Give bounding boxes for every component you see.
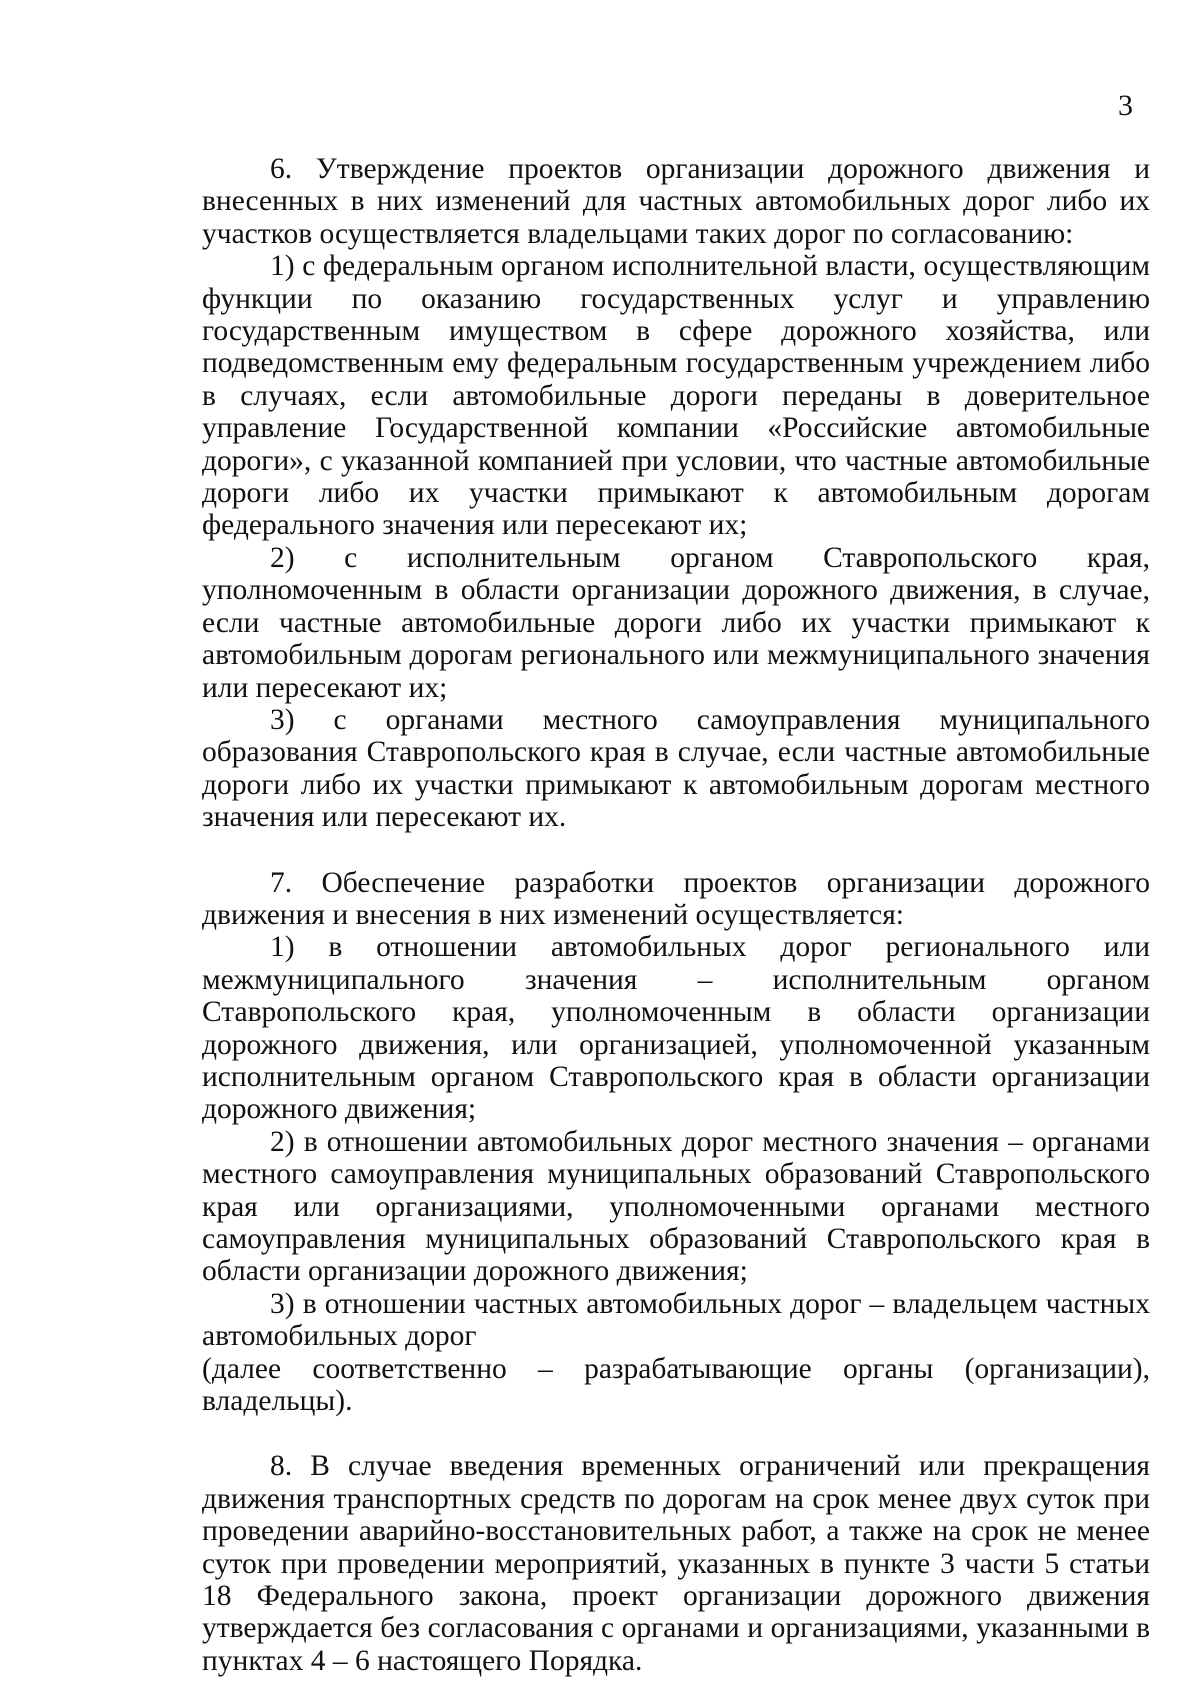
paragraph-6-item-1: 1) с федеральным органом исполнительной власти, осуществляющим функции по оказанию государственных услуг и управлению государственным имуществом в сфере дорожного хозяйства, или подведомственным ему федеральным государственным учреждением либо в случаях, если автомобильные дороги переданы в доверительное управление Государственной компании «Российские автомобильные дороги», с указанной компанией при условии, что частные автомобильные дороги либо их участки примыкают к автомобильным дорогам федерального значения или пересекают их; xyxy=(202,250,1150,542)
paragraph-6-item-2: 2) с исполнительным органом Ставропольского края, уполномоченным в области организации дорожного движения, в случае, если частные автомобильные дороги либо их участки примыкают к автомобильным дорогам регионального или межмуниципального значения или пересекают их; xyxy=(202,541,1150,704)
paragraph-7-item-1: 1) в отношении автомобильных дорог регионального или межмуниципального значения – исполнительным органом Ставропольского края, уполномоченным в области организации дорожного движения, или организацией, уполномоченной указанным исполнительным органом Ставропольского края в области организации дорожного движения; xyxy=(202,931,1150,1126)
paragraph-6: 6. Утверждение проектов организации дорожного движения и внесенных в них изменений для частных автомобильных дорог либо их участков осуществляется владельцами таких дорог по согласованию: xyxy=(202,153,1150,250)
paragraph-7-item-3: 3) в отношении частных автомобильных дорог – владельцем частных автомобильных дорог xyxy=(202,1287,1150,1353)
paragraph-7-item-2: 2) в отношении автомобильных дорог местного значения – органами местного самоуправления муниципальных образований Ставропольского края или организациями, уполномоченными органами местного самоуправления муниципальных образований Ставропольского края в области организации дорожного движения; xyxy=(202,1125,1150,1288)
document-body xyxy=(202,153,1150,1677)
paragraph-6-item-3: 3) с органами местного самоуправления муниципального образования Ставропольского края в случае, если частные автомобильные дороги либо их участки примыкают к автомобильным дорогам местного значения или пересекают их. xyxy=(202,703,1150,834)
paragraph-7: 7. Обеспечение разработки проектов организации дорожного движения и внесения в них изменений осуществляется: xyxy=(202,866,1150,931)
page-number: 3 xyxy=(1118,89,1133,122)
paragraph-7-tail: (далее соответственно – разрабатывающие органы (организации), владельцы). xyxy=(202,1352,1150,1418)
paragraph-8: 8. В случае введения временных ограничений или прекращения движения транспортных средств по дорогам на срок менее двух суток при проведении аварийно-восстановительных работ, а также на срок не менее суток при проведении мероприятий, указанных в пункте 3 части 5 статьи 18 Федерального закона, проект организации дорожного движения утверждается без согласования с органами и организациями, указанными в пунктах 4 – 6 настоящего Порядка. xyxy=(202,1450,1150,1677)
